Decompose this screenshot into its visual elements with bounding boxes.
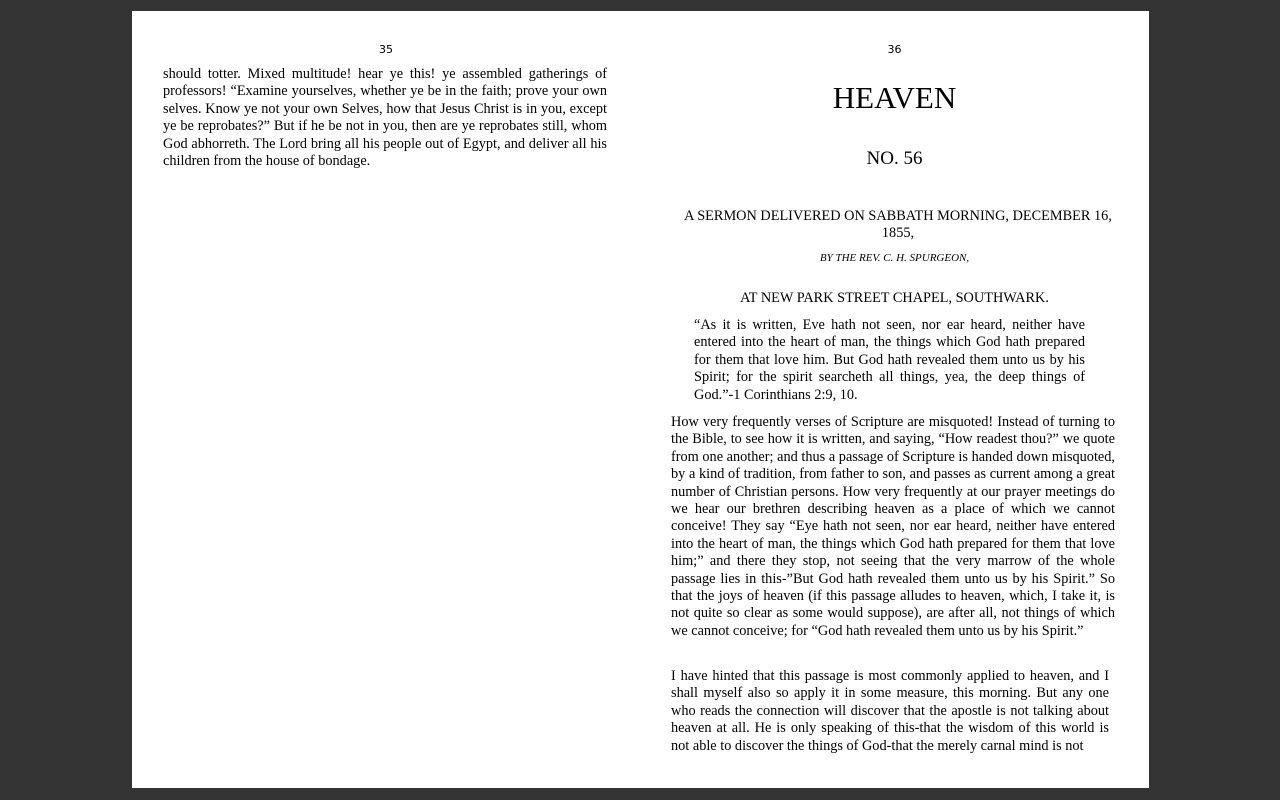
body-paragraph: I have hinted that this passage is most commonly applied to heaven, and I shall myself also so apply it in some measure, this morning. But any one who reads the connection will discover that the apostle is not talking about heaven at all. He is only speaking of this-that the wisdom of this world is not able to discover the things of God-that the merely carnal mind is not [671, 668, 1109, 754]
left-page [132, 11, 640, 788]
body-paragraph: should totter. Mixed multitude! hear ye this! ye assembled gatherings of professors! “Examine yourselves, whether ye be in the faith; prove your own selves. Know ye not your own Selves, how that Jesus Christ is in you, except ye be reprobates?” But if he be not in you, then are ye reprobates still, whom God abhorreth. The Lord bring all his people out of Egypt, and deliver all his children from the house of bondage. [163, 66, 607, 170]
body-paragraph: How very frequently verses of Scripture are misquoted! Instead of turning to the Bible, to see how it is written, and saying, “How readest thou?” we quote from one another; and thus a passage of Scripture is handed down misquoted, by a kind of tradition, from father to son, and passes as current among a great number of Christian persons. How very frequently at our prayer meetings do we hear our brethren describing heaven as a place of which we cannot conceive! They say “Eye hath not seen, nor ear heard, neither have entered into the heart of man, the things which God hath prepared for them that love him;” and there they stop, not seeing that the very marrow of the whole passage lies in this-”But God hath revealed them unto us by his Spirit.” So that the joys of heaven (if this passage alludes to heaven, which, I take it, is not quite so clear as some would suppose), are after all, not things of which we cannot conceive; for “God hath revealed them unto us by his Spirit.” [671, 414, 1115, 639]
right-page [640, 11, 1149, 788]
page-number [640, 43, 1149, 57]
location-line: AT NEW PARK STREET CHAPEL, SOUTHWARK. [740, 290, 1049, 306]
page-number-text: 36 [887, 43, 902, 56]
author-byline: BY THE REV. C. H. SPURGEON, [819, 252, 970, 264]
scripture-quote: “As it is written, Eve hath not seen, nor ear heard, neither have entered into the heart of man, the things which God hath prepared for them that love him. But God hath revealed them unto us by his Spirit; for the spirit searcheth all things, yea, the deep things of God.”-1 Corinthians 2:9, 10. [694, 317, 1085, 403]
page-number [132, 43, 640, 57]
page-spread [132, 11, 1149, 788]
sermon-number: NO. 56 [866, 148, 923, 169]
page-number-text: 35 [379, 43, 393, 56]
delivery-line: A SERMON DELIVERED ON SABBATH MORNING, DECEMBER 16, 1855, [684, 208, 1112, 242]
sermon-title: HEAVEN [832, 80, 957, 115]
